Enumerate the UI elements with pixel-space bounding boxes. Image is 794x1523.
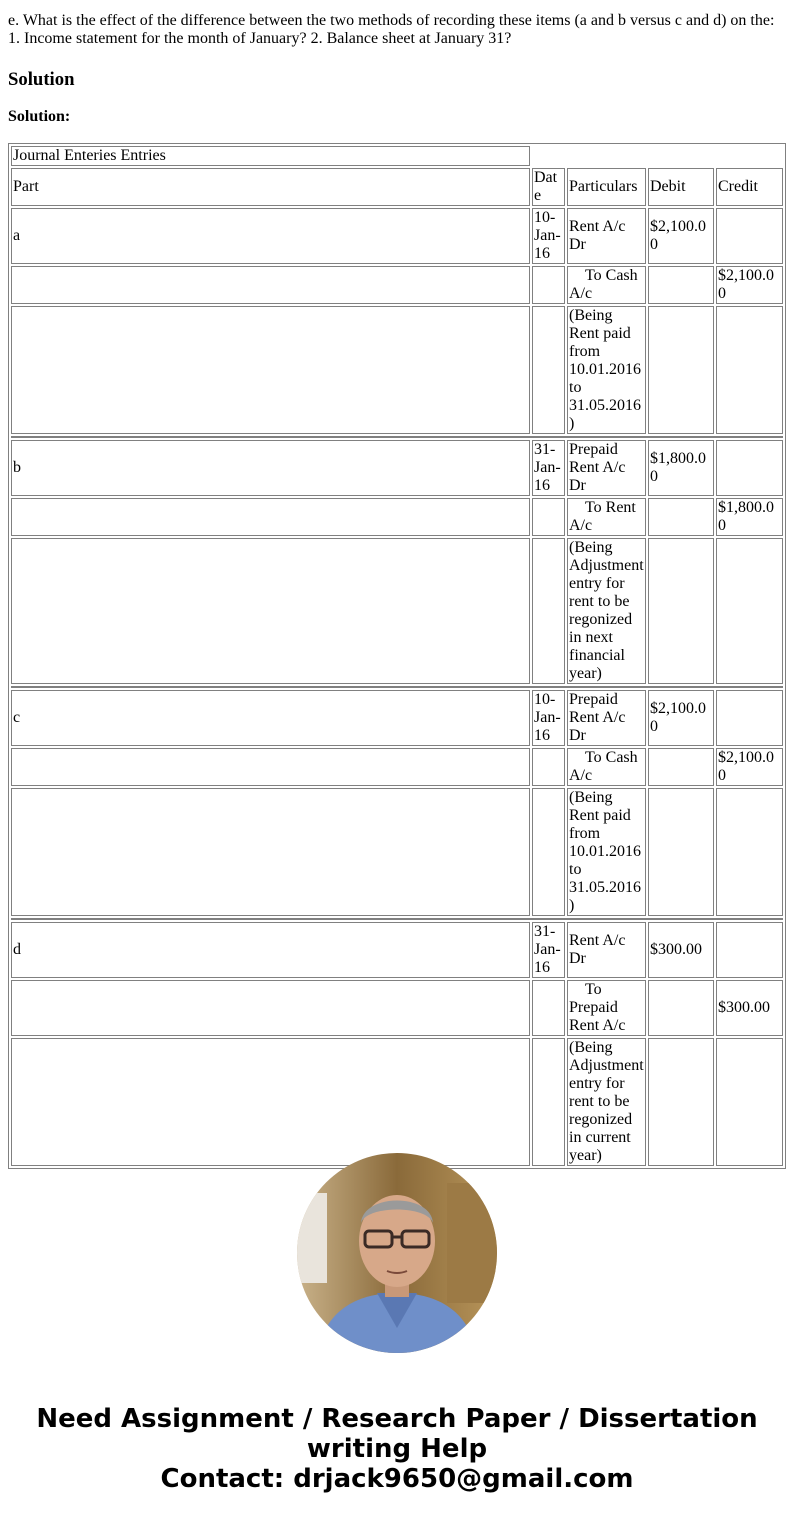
entry-part: d	[11, 922, 530, 978]
table-row	[11, 980, 783, 1036]
table-title-row	[11, 146, 783, 166]
entry-date: 10-Jan-16	[532, 208, 565, 264]
entry-credit-account: To Rent A/c	[569, 499, 636, 534]
entry-credit-account: To Prepaid Rent A/c	[569, 981, 626, 1034]
table-row	[11, 440, 783, 496]
entry-debit-amount: $300.00	[648, 922, 714, 978]
avatar	[297, 1153, 497, 1353]
solution-heading: Solution	[8, 69, 75, 90]
entry-narration: (Being Adjustment entry for rent to be regonized in next financial year)	[567, 538, 646, 684]
entry-debit-account: Prepaid Rent A/c Dr	[567, 440, 646, 496]
entry-narration: (Being Rent paid from 10.01.2016 to 31.05.2016)	[567, 788, 646, 916]
footer-banner	[0, 1404, 794, 1494]
entry-date: 31-Jan-16	[532, 440, 565, 496]
header-debit: Debit	[648, 168, 714, 206]
solution-subheading: Solution:	[8, 108, 71, 125]
header-part: Part	[11, 168, 530, 206]
header-date: Date	[532, 168, 565, 206]
entry-credit-amount: $2,100.00	[716, 748, 783, 786]
entry-credit-account: To Cash A/c	[569, 749, 638, 784]
header-credit: Credit	[716, 168, 783, 206]
entry-debit-amount: $1,800.00	[648, 440, 714, 496]
table-row	[11, 1038, 783, 1166]
entry-narration: (Being Rent paid from 10.01.2016 to 31.05.2016)	[567, 306, 646, 434]
table-row	[11, 788, 783, 916]
entry-debit-account: Prepaid Rent A/c Dr	[567, 690, 646, 746]
table-header-row	[11, 168, 783, 206]
entry-credit-amount: $300.00	[716, 980, 783, 1036]
journal-entries-table	[8, 143, 786, 1169]
entry-narration: (Being Adjustment entry for rent to be regonized in current year)	[567, 1038, 646, 1166]
entry-debit-amount: $2,100.00	[648, 208, 714, 264]
table-row	[11, 306, 783, 434]
entry-credit-amount: $1,800.00	[716, 498, 783, 536]
table-title: Journal Enteries Entries	[11, 146, 530, 166]
table-row	[11, 538, 783, 684]
entry-part: b	[11, 440, 530, 496]
entry-debit-account: Rent A/c Dr	[567, 208, 646, 264]
table-row	[11, 922, 783, 978]
footer-help-text: Need Assignment / Research Paper / Dissertation writing Help	[36, 1404, 758, 1464]
table-row	[11, 690, 783, 746]
entry-debit-account: Rent A/c Dr	[567, 922, 646, 978]
table-row	[11, 498, 783, 536]
table-row	[11, 266, 783, 304]
avatar-photo	[297, 1153, 497, 1353]
entry-part: a	[11, 208, 530, 264]
header-particulars: Particulars	[567, 168, 646, 206]
entry-date: 10-Jan-16	[532, 690, 565, 746]
entry-part: c	[11, 690, 530, 746]
entry-debit-amount: $2,100.00	[648, 690, 714, 746]
entry-credit-amount: $2,100.00	[716, 266, 783, 304]
entry-credit-account: To Cash A/c	[569, 267, 638, 302]
footer-contact: Contact: drjack9650@gmail.com	[160, 1464, 634, 1494]
entry-date: 31-Jan-16	[532, 922, 565, 978]
question-text: e. What is the effect of the difference between the two methods of recording these items (a and b versus c and d) on the: 1. Income statement for the month of January? 2. Balance sheet at January 31?	[8, 12, 775, 47]
table-row	[11, 208, 783, 264]
table-row	[11, 748, 783, 786]
